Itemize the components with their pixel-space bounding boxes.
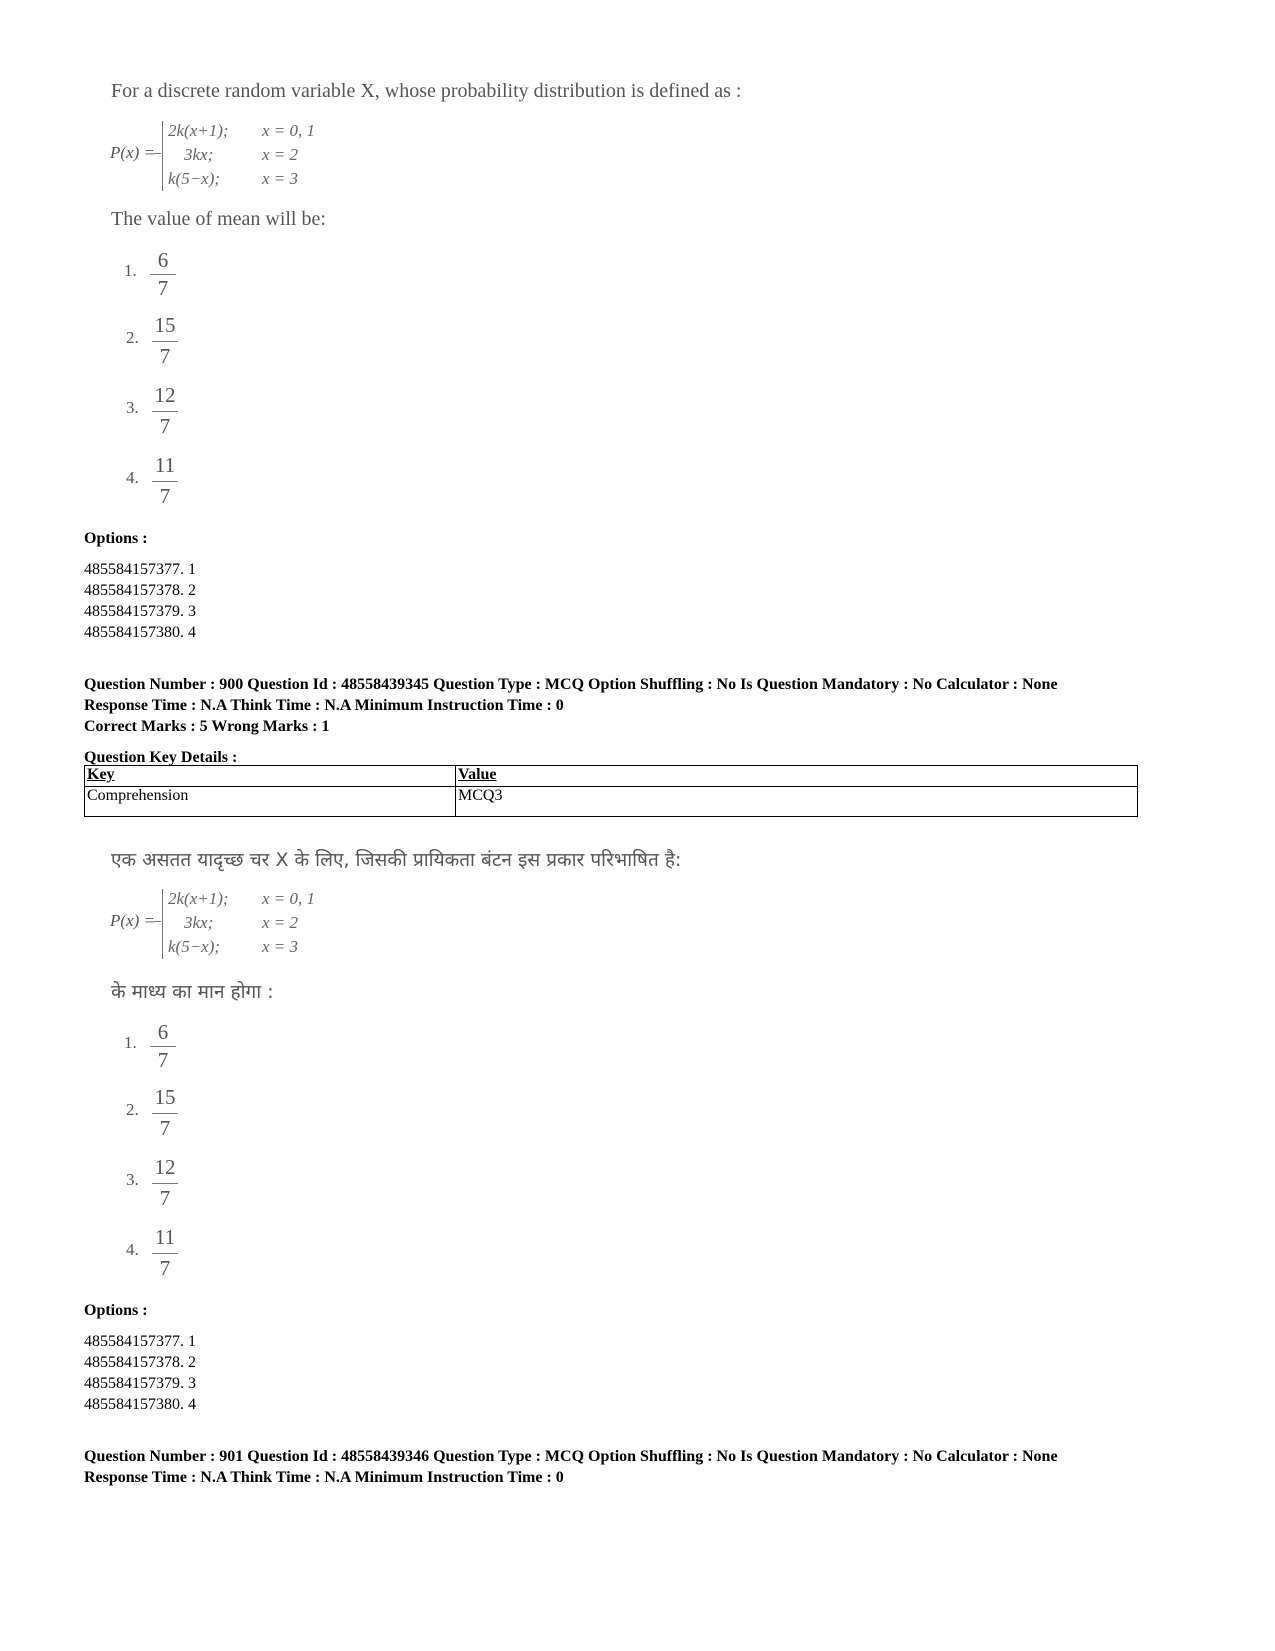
pmf-label: P(x) =	[110, 911, 155, 930]
option-line: 485584157377. 1	[84, 1333, 196, 1350]
question-prompt: के माध्य का मान होगा :	[111, 981, 274, 1003]
question-key-table	[84, 765, 1138, 817]
table-cell: MCQ3	[456, 787, 1138, 817]
question-meta-line: Response Time : N.A Think Time : N.A Minimum Instruction Time : 0	[84, 697, 564, 714]
question-prompt: The value of mean will be:	[111, 208, 326, 230]
option-line: 485584157380. 4	[84, 1396, 196, 1413]
option-line: 485584157378. 2	[84, 582, 196, 599]
option-line: 485584157380. 4	[84, 624, 196, 641]
key-details-heading: Question Key Details :	[84, 749, 238, 766]
table-header-key: Key	[85, 766, 456, 787]
question-meta-line: Question Number : 900 Question Id : 48558439345 Question Type : MCQ Option Shuffling : No Is Question Mandatory : No Calculator : None	[84, 676, 1058, 693]
table-header-row	[85, 766, 1138, 787]
options-heading: Options :	[84, 530, 148, 547]
pmf-cases: 2k(x+1); x = 0, 1 3kx; x = 2 k(5−x); x = 3	[162, 119, 362, 195]
question-stem: For a discrete random variable X, whose probability distribution is defined as :	[111, 80, 742, 102]
option-line: 485584157378. 2	[84, 1354, 196, 1371]
option-line: 485584157379. 3	[84, 1375, 196, 1392]
pmf-label: P(x) =	[110, 143, 155, 162]
pmf-cases: 2k(x+1); x = 0, 1 3kx; x = 2 k(5−x); x = 3	[162, 887, 362, 963]
question-meta-line: Question Number : 901 Question Id : 48558439346 Question Type : MCQ Option Shuffling : No Is Question Mandatory : No Calculator : None	[84, 1448, 1058, 1465]
option-line: 485584157377. 1	[84, 561, 196, 578]
question-meta-line: Correct Marks : 5 Wrong Marks : 1	[84, 718, 330, 735]
table-cell: Comprehension	[85, 787, 456, 817]
question-stem: एक असतत यादृच्छ चर X के लिए, जिसकी प्रायिकता बंटन इस प्रकार परिभाषित है:	[111, 849, 682, 871]
options-heading: Options :	[84, 1302, 148, 1319]
option-line: 485584157379. 3	[84, 603, 196, 620]
table-header-value: Value	[456, 766, 1138, 787]
table-row	[85, 787, 1138, 817]
question-meta-line: Response Time : N.A Think Time : N.A Minimum Instruction Time : 0	[84, 1469, 564, 1486]
